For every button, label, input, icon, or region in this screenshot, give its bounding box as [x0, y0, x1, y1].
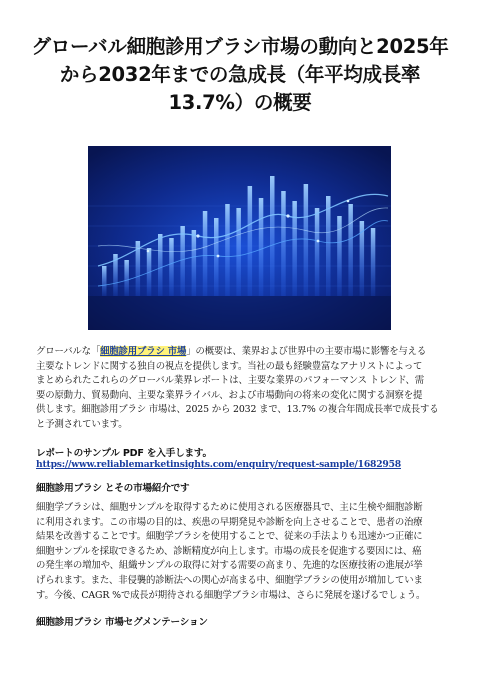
decorative-bar [292, 201, 297, 296]
section-line: す。今後、CAGR %で成長が期待される細胞学ブラシ市場は、さらに発展を遂げるでしょう。 [36, 589, 426, 601]
section-heading-segmentation: 細胞診用ブラシ 市場セグメンテーション [36, 617, 208, 628]
section-line: げられます。また、非侵襲的診断法への関心が高まる中、細胞学ブラシの使用が増加していま [36, 574, 423, 586]
intro-suffix: 」の概要は、業界および世界中の主要市場に影響を与える [186, 346, 427, 357]
decorative-bar [225, 204, 230, 296]
decorative-bar [337, 216, 342, 296]
decorative-bar [102, 266, 107, 296]
decorative-bar [315, 208, 320, 296]
decorative-bar [158, 234, 163, 296]
section-line: 結果を改善することです。細胞学ブラシを使用することで、従来の手法よりも迅速かつ正確に [36, 531, 423, 543]
decorative-bar [348, 204, 353, 296]
intro-line: 要の原動力、貿易動向、主要な業界ライバル、および市場動向の将来の変化に関する洞察を提 [36, 389, 423, 401]
market-highlight [100, 346, 186, 357]
decorative-bar [124, 260, 128, 296]
sample-label: レポートのサンプル PDF を入手します。 [36, 448, 212, 459]
section-heading-intro: 細胞診用ブラシ とその市場紹介です [36, 483, 190, 494]
intro-line: 供します。細胞診用ブラシ 市場は、2025 から 2032 まで、13.7% の複合年間成長率で成長する [36, 404, 439, 416]
section-line: の発生率の増加や、組織サンプルの取得に対する需要の高まり、先進的な医療技術の進展が挙 [36, 560, 423, 572]
decorative-bar [180, 226, 185, 296]
decorative-bar [281, 191, 286, 296]
decorative-bar [371, 228, 376, 296]
decorative-bar [169, 238, 174, 296]
title-line: グローバル細胞診用ブラシ市場の動向と2025年 [31, 35, 449, 58]
decorative-bar [326, 196, 331, 296]
intro-line: と予測されています。 [36, 418, 128, 430]
decorative-bar [259, 198, 264, 296]
hero-image [88, 146, 391, 330]
title-line: 13.7%）の概要 [168, 91, 312, 114]
market-link[interactable]: 細胞診用ブラシ 市場 [100, 346, 187, 357]
intro-line: 主要なトレンドに関する独自の視点を提供します。当社の最も経験豊富なアナリストによって [36, 360, 423, 372]
market-intro-paragraph [36, 501, 448, 603]
decorative-bar [203, 211, 208, 296]
intro-prefix: グローバルな「 [36, 346, 101, 357]
section-line: に利用されます。この市場の目的は、疾患の早期発見や診断を向上させることで、患者の治療 [36, 516, 423, 528]
section-line: 細胞サンプルを採取できるため、診断精度が向上します。市場の成長を促進する要因には、癌 [36, 545, 422, 557]
decorative-bar [192, 230, 197, 296]
intro-line-1 [36, 345, 448, 360]
title-line: から2032年までの急成長（年平均成長率 [59, 63, 421, 86]
decorative-bar [248, 186, 253, 296]
decorative-bar [270, 176, 275, 296]
decorative-bar [304, 184, 309, 296]
page-title [30, 33, 450, 117]
decorative-bar [236, 208, 241, 296]
sample-request-link[interactable]: https://www.reliablemarketinsights.com/enquiry/request-sample/1682958 [36, 459, 401, 470]
intro-paragraph [36, 345, 448, 433]
intro-line: まとめられたこれらのグローバル業界レポートは、主要な業界のパフォーマンス トレンド、需 [36, 375, 424, 387]
section-line: 細胞学ブラシは、細胞サンプルを取得するために使用される医療器具で、主に生検や細胞診断 [36, 502, 423, 513]
